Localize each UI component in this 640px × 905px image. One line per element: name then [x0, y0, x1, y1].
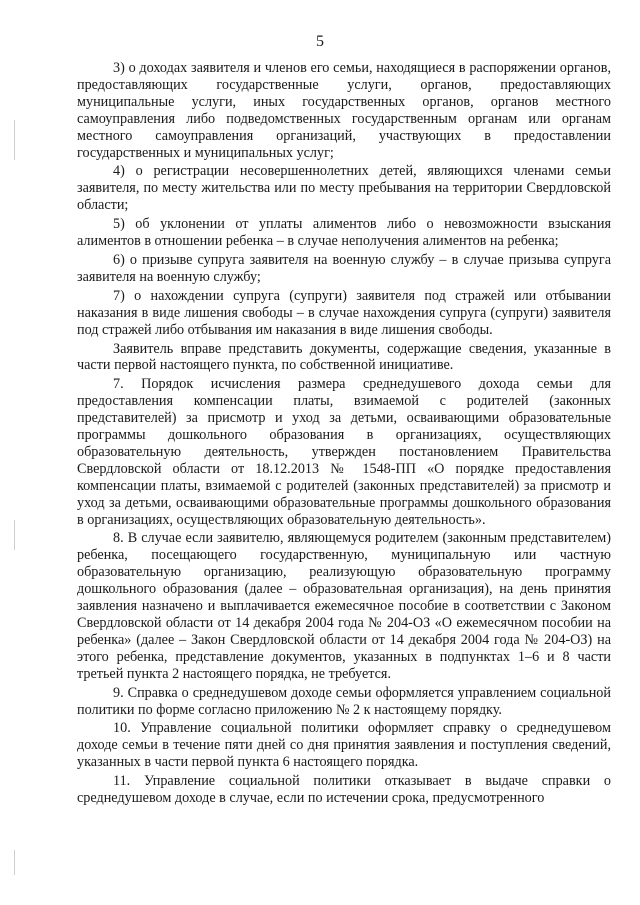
- paragraph-item-3: 3) о доходах заявителя и членов его семьи, находящиеся в распоряжении органов, предоставляющих государственные услуги, органов, предоставляющих муниципальные услуги, иных государственных органов, органов местного самоуправления либо подведомственных государственным органам или органам местного самоуправления организаций, участвующих в предоставлении государственных и муниципальных услуг;: [77, 60, 611, 161]
- scan-margin-mark: [14, 850, 15, 875]
- paragraph-item-7: 7) о нахождении супруга (супруги) заявителя под стражей или отбывании наказания в виде лишения свободы – в случае нахождения супруга (супруги) заявителя под стражей либо отбывания им наказания в виде лишения свободы.: [77, 287, 611, 338]
- paragraph-applicant-right: Заявитель вправе представить документы, содержащие сведения, указанные в части первой настоящего пункта, по собственной инициативе.: [77, 340, 611, 374]
- paragraph-item-5: 5) об уклонении от уплаты алиментов либо о невозможности взыскания алиментов в отношении ребенка – в случае неполучения алиментов на ребенка;: [77, 216, 611, 250]
- paragraph-clause-7: 7. Порядок исчисления размера среднедушевого дохода семьи для предоставления компенсации платы, взимаемой с родителей (законных представителей) за присмотр и уход за детьми, осваивающими образовательные программы дошкольного образования в организациях, осуществляющих образовательную деятельность, утвержден постановлением Правительства Свердловской области от 18.12.2013 № 1548-ПП «О порядке предоставления компенсации платы, взимаемой с родителей (законных представителей) за присмотр и уход за детьми, осваивающими образовательные программы дошкольного образования в организациях, осуществляющих образовательную деятельность».: [77, 376, 611, 528]
- scan-margin-mark: [14, 520, 15, 550]
- paragraph-item-4: 4) о регистрации несовершеннолетних детей, являющихся членами семьи заявителя, по месту жительства или по месту пребывания на территории Свердловской области;: [77, 163, 611, 214]
- paragraph-clause-11: 11. Управление социальной политики отказывает в выдаче справки о среднедушевом доходе в случае, если по истечении срока, предусмотренного: [77, 773, 611, 807]
- document-body: [77, 60, 611, 809]
- scan-margin-mark: [14, 120, 15, 160]
- paragraph-clause-10: 10. Управление социальной политики оформляет справку о среднедушевом доходе семьи в течение пяти дней со дня принятия заявления и поступления сведений, указанных в части первой пункта 6 настоящего порядка.: [77, 720, 611, 771]
- page-number: 5: [316, 33, 324, 50]
- paragraph-item-6: 6) о призыве супруга заявителя на военную службу – в случае призыва супруга заявителя на военную службу;: [77, 251, 611, 285]
- paragraph-clause-8: 8. В случае если заявителю, являющемуся родителем (законным представителем) ребенка, посещающего государственную, муниципальную или частную образовательную организацию, реализующую образовательную программу дошкольного образования (далее – образовательная организация), на день принятия заявления назначено и выплачивается ежемесячное пособие в соответствии с Законом Свердловской области от 14 декабря 2004 года № 204-ОЗ «О ежемесячном пособии на ребенка» (далее – Закон Свердловской области от 14 декабря 2004 года № 204-ОЗ) на этого ребенка, представление документов, указанных в подпунктах 1–6 и 8 части третьей пункта 2 настоящего порядка, не требуется.: [77, 530, 611, 682]
- paragraph-clause-9: 9. Справка о среднедушевом доходе семьи оформляется управлением социальной политики по форме согласно приложению № 2 к настоящему порядку.: [77, 684, 611, 718]
